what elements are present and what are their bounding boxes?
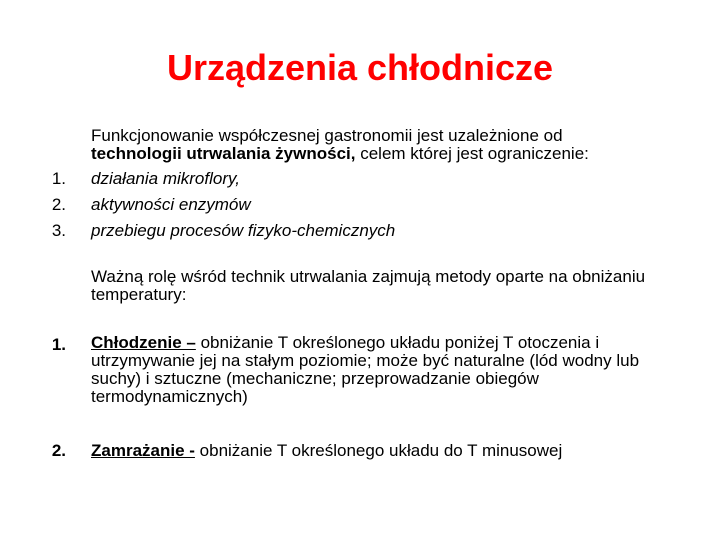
factor-number: 1. xyxy=(51,169,66,188)
method-number: 1. xyxy=(51,335,66,354)
factor-item: działania mikroflory, xyxy=(91,169,240,188)
method-term: Zamrażanie - xyxy=(91,441,195,460)
slide-title: Urządzenia chłodnicze xyxy=(166,47,554,88)
intro-paragraph xyxy=(91,127,691,163)
intro-bold-phrase: technologii utrwalania żywności, xyxy=(91,144,356,163)
method-number: 2. xyxy=(51,441,66,460)
factor-item: aktywności enzymów xyxy=(91,195,251,214)
method-description: obniżanie T określonego układu poniżej T otoczenia i utrzymywanie jej na stałym poziomie; może być naturalne (lód wodny lub suchy) i sztuczne (mechaniczne; przeprowadzanie obiegów termodynamicznych) xyxy=(91,333,640,406)
method-item xyxy=(91,334,651,406)
method-term: Chłodzenie – xyxy=(91,333,196,352)
methods-intro: Ważną rolę wśród technik utrwalania zajmują metody oparte na obniżaniu temperatury: xyxy=(91,267,646,304)
intro-line-2 xyxy=(91,145,691,163)
method-item xyxy=(91,442,691,460)
factor-item: przebiegu procesów fizyko-chemicznych xyxy=(91,221,396,240)
intro-line-1: Funkcjonowanie współczesnej gastronomii jest uzależnione od xyxy=(91,126,563,145)
factor-number: 3. xyxy=(51,221,66,240)
factor-number: 2. xyxy=(51,195,66,214)
intro-line-2-rest: celem której jest ograniczenie: xyxy=(355,144,589,163)
method-description: obniżanie T określonego układu do T minusowej xyxy=(194,441,563,460)
